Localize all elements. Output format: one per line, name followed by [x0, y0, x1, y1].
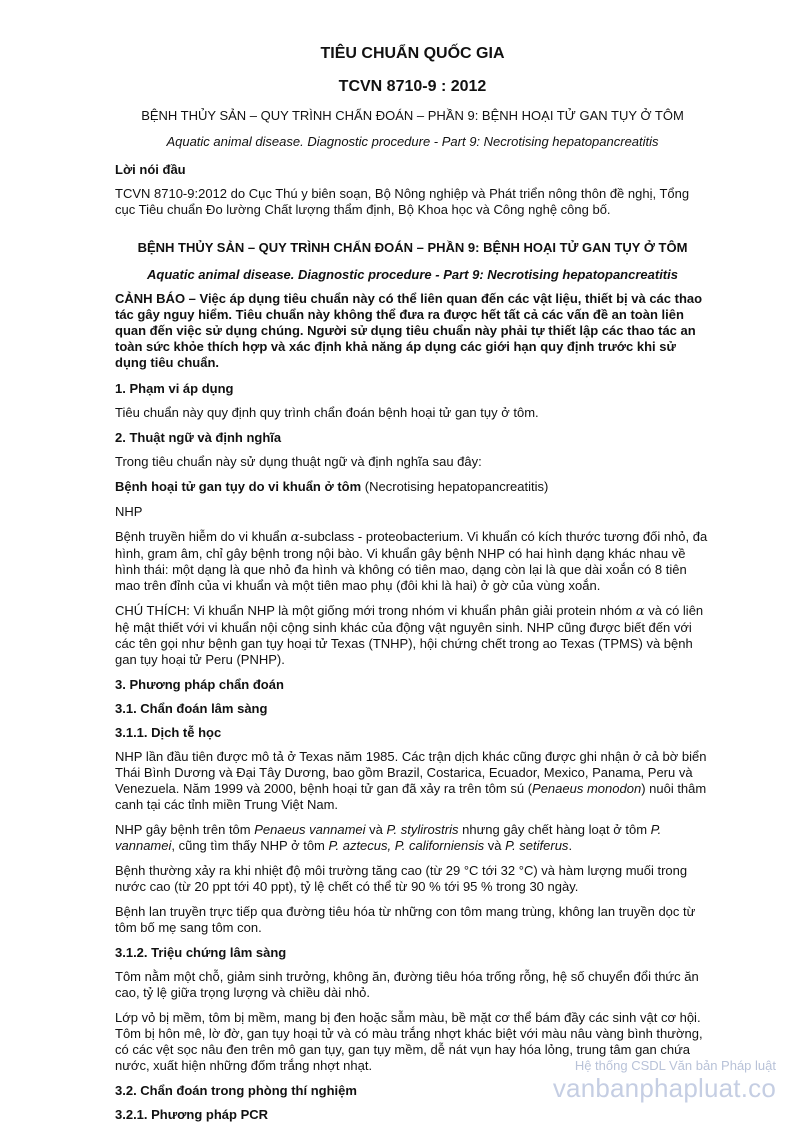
p2-i2: P. stylirostris: [386, 822, 459, 837]
s3-p3: Bệnh thường xảy ra khi nhiệt độ môi trường tăng cao (từ 29 °C tới 32 °C) và hàm lượng muối trong nước cao (từ 20 ppt tới 40 ppt), tỷ lệ chết có thể từ 90 % tới 95 % trong 30 ngày.: [115, 863, 688, 894]
p2-i3: P. vannamei: [115, 822, 662, 853]
p2-f: .: [568, 838, 573, 853]
s2-term: [115, 479, 710, 495]
s1-heading: 1. Phạm vi áp dụng: [115, 381, 234, 396]
p2-i4: P. aztecus, P. californiensis: [328, 838, 485, 853]
s2-note: [115, 603, 710, 668]
note-part-b: và có liên hệ mật thiết với vi khuẩn nội cộng sinh khác của động vật nguyên sinh. NHP cũng được biết đến với các tên gọi như bệnh gan tụy hoại tử Texas (TNHP), hội chứng chết trong ao Texas (TPMS) và bệnh gan tụy hoại tử Peru (PNHP).: [115, 603, 704, 667]
s2-term-en: (Necrotising hepatopancreatitis): [364, 479, 549, 494]
alpha-symbol-note: α: [635, 604, 645, 619]
s3-p1: [115, 749, 710, 813]
watermark-line1: Hệ thống CSDL Văn bản Pháp luật: [574, 1058, 776, 1073]
watermark-line2: vanbanphapluat.co: [552, 1073, 776, 1103]
note-part-a: CHÚ THÍCH: Vi khuẩn NHP là một giống mới trong nhóm vi khuẩn phân giải protein nhóm: [115, 603, 636, 618]
s2-heading: 2. Thuật ngữ và định nghĩa: [115, 430, 282, 445]
doc-code: TCVN 8710-9 : 2012: [338, 78, 487, 95]
s2-intro: Trong tiêu chuẩn này sử dụng thuật ngữ và định nghĩa sau đây:: [115, 454, 482, 469]
section-title-vn: BỆNH THỦY SẢN – QUY TRÌNH CHẨN ĐOÁN – PHẦN 9: BỆNH HOẠI TỬ GAN TỤY Ở TÔM: [137, 240, 688, 255]
p2-b: và: [365, 822, 387, 837]
p1-b: ) nuôi thâm canh tại các tỉnh miền Trung Việt Nam.: [115, 781, 707, 812]
watermark: [553, 1058, 776, 1103]
warning-paragraph: CẢNH BÁO – Việc áp dụng tiêu chuẩn này có thể liên quan đến các vật liệu, thiết bị và các thao tác gây nguy hiểm. Tiêu chuẩn này không thể đưa ra được hết tất cả các vấn đề an toàn liên quan đến việc sử dụng chúng. Người sử dụng tiêu chuẩn này phải tự thiết lập các thao tác an toàn sức khỏe thích hợp và xác định khả năng áp dụng các giới hạn quy định trước khi sử dụng tiêu chuẩn.: [115, 291, 703, 370]
p1-a: NHP lần đầu tiên được mô tả ở Texas năm 1985. Các trận dịch khác cũng được ghi nhận ở cả bờ biển Thái Bình Dương và Đại Tây Dương, bao gồm Brazil, Costarica, Ecuador, Mexico, Panama, Peru và Venezuela. Năm 1999 và 2000, bệnh hoại tử gan đã xảy ra trên tôm sú (: [115, 749, 707, 796]
p2-d: , cũng tìm thấy NHP ở tôm: [171, 838, 329, 853]
s3-p5: Tôm nằm một chỗ, giảm sinh trưởng, không ăn, đường tiêu hóa trống rỗng, hệ số chuyển đổi thức ăn cao, tỷ lệ giữa trọng lượng và chiều dài nhỏ.: [115, 969, 699, 1000]
s311-heading: 3.1.1. Dịch tễ học: [115, 725, 222, 740]
alpha-symbol: α: [290, 530, 300, 545]
p2-c: nhưng gây chết hàng loạt ở tôm: [458, 822, 651, 837]
foreword-text: TCVN 8710-9:2012 do Cục Thú y biên soạn, Bộ Nông nghiệp và Phát triển nông thôn đề nghị, Tổng cục Tiêu chuẩn Đo lường Chất lượng thẩm định, Bộ Khoa học và Công nghệ công bố.: [115, 186, 690, 217]
s3-p2: [115, 822, 710, 854]
def-part-b: -subclass - proteobacterium. Vi khuẩn có kích thước tương đối nhỏ, đa hình, gram âm, chỉ gây bệnh trong nội bào. Vi khuẩn gây bệnh NHP có hai hình dạng khác nhau về hình thái: một dạng là que nhỏ đa hình và không có tiên mao, dạng còn lại là que dài xoắn có 8 tiên mao trên đỉnh của vi khuẩn và một tiên mao phụ (đôi khi là hai) ở gờ của vùng xoắn.: [115, 529, 708, 593]
p2-a: NHP gây bệnh trên tôm: [115, 822, 255, 837]
s312-heading: 3.1.2. Triệu chứng lâm sàng: [115, 945, 287, 960]
s1-text: Tiêu chuẩn này quy định quy trình chẩn đoán bệnh hoại tử gan tụy ở tôm.: [115, 405, 539, 420]
section-title-en: Aquatic animal disease. Diagnostic procedure - Part 9: Necrotising hepatopancreatitis: [147, 267, 678, 282]
foreword-heading: Lời nói đầu: [115, 162, 186, 177]
p2-i5: P. setiferus: [505, 838, 569, 853]
s2-term-bold: Bệnh hoại tử gan tụy do vi khuẩn ở tôm: [115, 479, 362, 494]
s3-p4: Bệnh lan truyền trực tiếp qua đường tiêu hóa từ những con tôm mang trùng, không lan truyền dọc từ tôm bố mẹ sang tôm con.: [115, 904, 696, 935]
s321-heading: 3.2.1. Phương pháp PCR: [115, 1107, 269, 1122]
s31-heading: 3.1. Chẩn đoán lâm sàng: [115, 701, 268, 716]
p2-e: và: [484, 838, 506, 853]
s2-definition: [115, 529, 710, 594]
doc-title: TIÊU CHUẨN QUỐC GIA: [320, 45, 505, 62]
def-part-a: Bệnh truyền hiễm do vi khuẩn: [115, 529, 291, 544]
doc-subtitle-vn: BỆNH THỦY SẢN – QUY TRÌNH CHẨN ĐOÁN – PHẦN 9: BỆNH HOẠI TỬ GAN TỤY Ở TÔM: [141, 108, 684, 123]
p1-italic: Penaeus monodon: [532, 781, 642, 796]
s32-heading: 3.2. Chẩn đoán trong phòng thí nghiệm: [115, 1083, 357, 1098]
s2-abbr: NHP: [115, 504, 143, 519]
s3-heading: 3. Phương pháp chẩn đoán: [115, 677, 284, 692]
doc-subtitle-en: Aquatic animal disease. Diagnostic procedure - Part 9: Necrotising hepatopancreatitis: [166, 134, 659, 149]
p2-i1: Penaeus vannamei: [254, 822, 366, 837]
document-page: [115, 44, 710, 1131]
s3-p6: Lớp vỏ bị mềm, tôm bị mềm, mang bị đen hoặc sẫm màu, bề mặt cơ thể bám đầy các sinh vật cơ hội. Tôm bị hôn mê, lờ đờ, gan tụy hoại tử và có màu trắng nhợt khác biệt với màu nâu vàng bình thường, có các vệt sọc nâu đen trên mô gan tụy, gan tụy mềm, dễ nát vụn hay hóa lỏng, trung tâm gan chứa nước, xuất hiện những đốm trắng nhợt nhạt.: [115, 1010, 703, 1073]
